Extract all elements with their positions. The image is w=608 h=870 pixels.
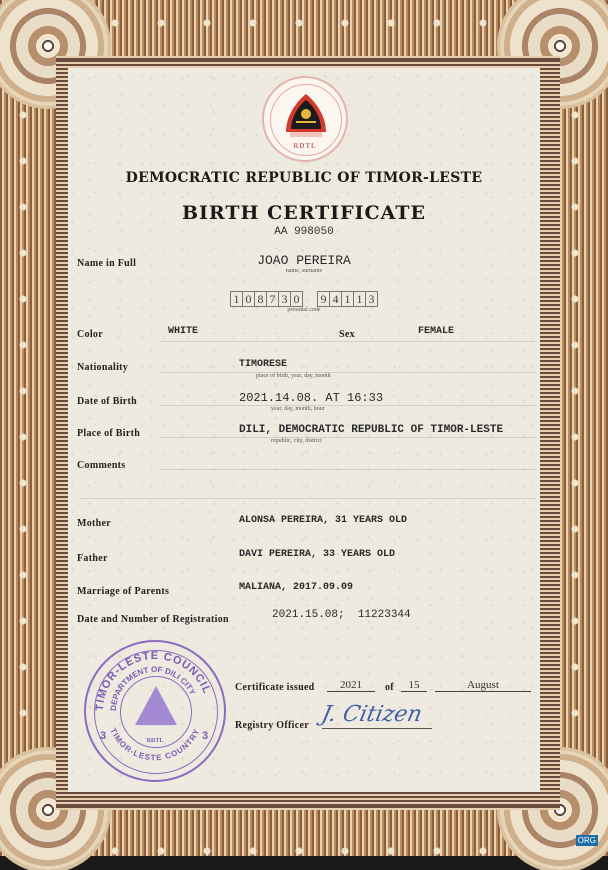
coat-of-arms-icon — [282, 92, 330, 140]
nationality-rule — [160, 372, 535, 373]
personal-code-hint: personal code — [287, 307, 321, 313]
code-digit: 3 — [365, 291, 378, 307]
stamp-bottom-text: TIMOR-LESTE COUNTRY — [108, 726, 202, 763]
code-digit: 7 — [266, 291, 279, 307]
name-value: JOAO PEREIRA — [257, 253, 351, 268]
issued-label: Certificate issued — [235, 682, 315, 693]
issued-of-label: of — [385, 682, 394, 693]
code-digit: 9 — [317, 291, 330, 307]
stamp-core-abbrev: RDTL — [146, 738, 164, 744]
mother-value: ALONSA PEREIRA, 31 YEARS OLD — [239, 515, 408, 526]
color-value: WHITE — [168, 326, 199, 337]
national-emblem-seal — [262, 76, 348, 162]
watermark-badge: ORG — [577, 836, 596, 845]
place-of-birth-label: Place of Birth — [77, 428, 141, 439]
issued-day: 15 — [401, 679, 427, 692]
emblem-abbrev: RDTL — [293, 142, 317, 150]
place-of-birth-value: DILI, DEMOCRATIC REPUBLIC OF TIMOR-LESTE — [239, 424, 504, 436]
marriage-value: MALIANA, 2017.09.09 — [239, 582, 354, 593]
signature-line — [322, 728, 432, 729]
code-digit: 0 — [242, 291, 255, 307]
document-title: BIRTH CERTIFICATE — [181, 202, 427, 224]
personal-code-group-2 — [317, 290, 377, 308]
nationality-label: Nationality — [77, 362, 129, 373]
father-value: DAVI PEREIRA, 33 YEARS OLD — [239, 549, 396, 560]
code-digit: 1 — [353, 291, 366, 307]
sex-label: Sex — [339, 329, 355, 340]
mother-label: Mother — [77, 518, 112, 529]
stamp-ring-text — [86, 642, 224, 780]
nationality-value: TIMORESE — [239, 359, 288, 370]
serial-number: AA 998050 — [274, 226, 334, 238]
country-heading: DEMOCRATIC REPUBLIC OF TIMOR-LESTE — [125, 170, 483, 186]
stamp-number-right: 3 — [202, 730, 209, 742]
marriage-label: Marriage of Parents — [77, 586, 170, 597]
stamp-middle-text: DEPARTMENT OF DILI CITY — [108, 664, 198, 712]
registration-value: 2021.15.08; 11223344 — [272, 609, 411, 621]
stamp-number-left: 3 — [100, 730, 107, 742]
issued-month: August — [435, 679, 531, 692]
name-label: Name in Full — [77, 258, 137, 269]
date-of-birth-label: Date of Birth — [77, 396, 137, 407]
place-of-birth-rule — [160, 437, 535, 438]
personal-code-group-1 — [230, 290, 302, 308]
code-digit: 0 — [290, 291, 303, 307]
issued-year: 2021 — [327, 679, 375, 692]
date-of-birth-value: 2021.14.08. AT 16:33 — [239, 391, 384, 405]
comments-rule-1 — [160, 469, 535, 470]
nationality-hint: place of birth, year, day, month — [256, 373, 331, 379]
svg-text:TIMOR-LESTE COUNTRY — [108, 727, 201, 763]
comments-label: Comments — [77, 460, 126, 471]
registry-officer-label: Registry Officer — [235, 720, 309, 731]
sex-value: FEMALE — [418, 326, 455, 337]
code-digit: 8 — [254, 291, 267, 307]
stamp-top-text: TIMOR-LESTE COUNCIL — [93, 649, 213, 712]
color-sex-rule — [160, 341, 535, 342]
date-of-birth-rule — [160, 405, 535, 406]
code-digit: 1 — [230, 291, 243, 307]
code-digit: 3 — [278, 291, 291, 307]
code-digit: 4 — [329, 291, 342, 307]
comments-rule-2 — [80, 498, 535, 499]
place-of-birth-hint: republic, city, district — [271, 438, 322, 444]
name-hint: name, surname — [285, 268, 323, 274]
father-label: Father — [77, 553, 108, 564]
official-stamp — [84, 640, 226, 782]
code-digit: 1 — [341, 291, 354, 307]
officer-signature: J. Citizen — [319, 702, 425, 727]
date-of-birth-hint: year, day, month, hour — [271, 406, 325, 412]
registration-label: Date and Number of Registration — [77, 614, 229, 625]
color-label: Color — [77, 329, 103, 340]
